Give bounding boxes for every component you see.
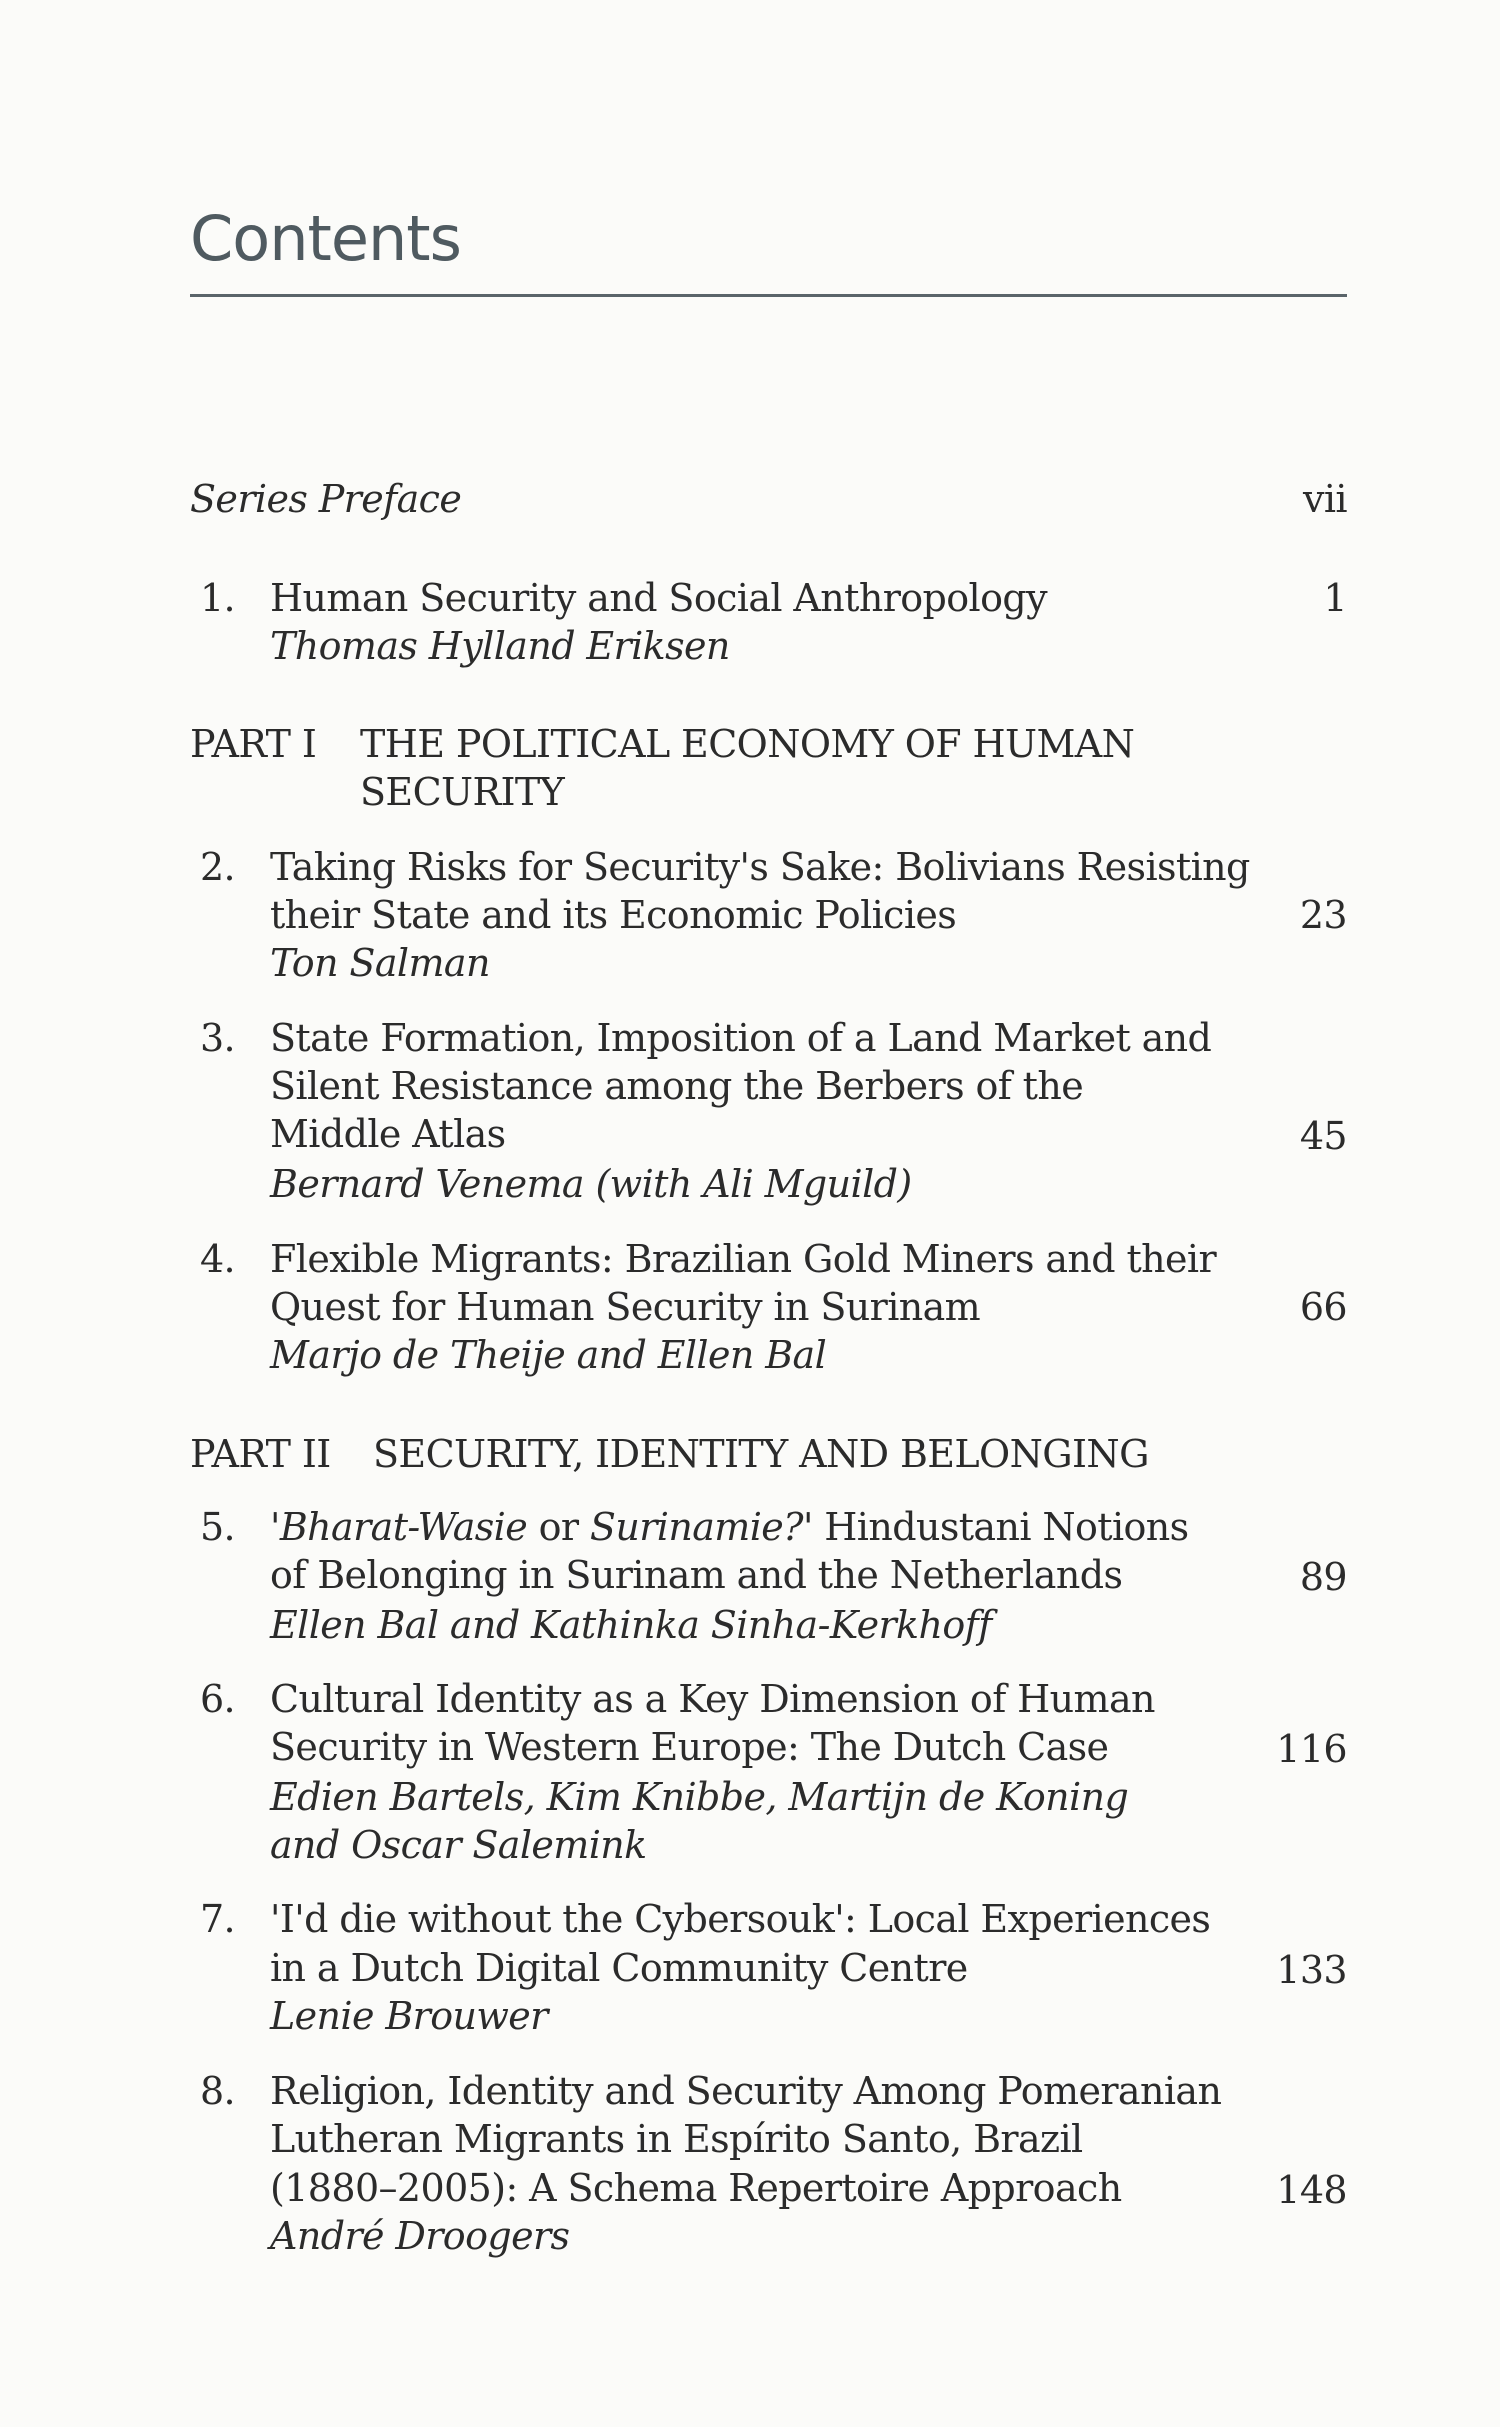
series-preface-label[interactable]: Series Preface xyxy=(190,477,462,521)
chapter-7-page[interactable]: 133 xyxy=(1276,1948,1347,1992)
chapter-4-page[interactable]: 66 xyxy=(1299,1285,1347,1329)
chapter-2-page[interactable]: 23 xyxy=(1299,893,1347,937)
chapter-2-number: 2. xyxy=(199,845,235,889)
chapter-3-title-line1[interactable]: State Formation, Imposition of a Land Market and xyxy=(270,1016,1212,1060)
chapter-1-number: 1. xyxy=(199,576,235,620)
chapter-4-title-line1[interactable]: Flexible Migrants: Brazilian Gold Miners and their xyxy=(270,1237,1217,1281)
chapter-8-title-line1[interactable]: Religion, Identity and Security Among Pomeranian xyxy=(270,2069,1222,2113)
chapter-3-title-line2[interactable]: Silent Resistance among the Berbers of the xyxy=(270,1064,1084,1108)
chapter-6-author-line2: and Oscar Salemink xyxy=(270,1823,647,1867)
chapter-6-title-line2[interactable]: Security in Western Europe: The Dutch Case xyxy=(270,1725,1109,1769)
chapter-5-author: Ellen Bal and Kathinka Sinha-Kerkhoff xyxy=(270,1603,992,1647)
chapter-5-title-line1[interactable] xyxy=(270,1503,1189,1551)
chapter-4-title-line2[interactable]: Quest for Human Security in Surinam xyxy=(270,1285,981,1329)
series-preface-page[interactable]: vii xyxy=(1303,477,1347,521)
part-1-title-line2: SECURITY xyxy=(360,770,565,814)
chapter-7-title-line1[interactable]: 'I'd die without the Cybersouk': Local Experiences xyxy=(270,1897,1211,1941)
chapter-6-page[interactable]: 116 xyxy=(1276,1727,1347,1771)
chapter-5-number: 5. xyxy=(199,1505,235,1549)
chapter-6-title-line1[interactable]: Cultural Identity as a Key Dimension of Human xyxy=(270,1677,1155,1721)
chapter-3-title-line3[interactable]: Middle Atlas xyxy=(270,1112,506,1156)
chapter-2-author: Ton Salman xyxy=(270,941,490,985)
chapter-2-title-line1[interactable]: Taking Risks for Security's Sake: Bolivians Resisting xyxy=(270,845,1250,889)
chapter-7-title-line2[interactable]: in a Dutch Digital Community Centre xyxy=(270,1946,968,1990)
page-title: Contents xyxy=(190,202,461,275)
chapter-5-page[interactable]: 89 xyxy=(1299,1555,1347,1599)
chapter-1-page[interactable]: 1 xyxy=(1323,576,1347,620)
part-2-title: SECURITY, IDENTITY AND BELONGING xyxy=(373,1432,1149,1476)
chapter-5-title-italic-b: Surinamie? xyxy=(589,1505,803,1549)
chapter-6-number: 6. xyxy=(199,1677,235,1721)
chapter-5-title-or: or xyxy=(527,1505,590,1549)
chapter-8-number: 8. xyxy=(199,2069,235,2113)
chapter-8-page[interactable]: 148 xyxy=(1276,2168,1347,2212)
chapter-7-number: 7. xyxy=(199,1897,235,1941)
chapter-3-author: Bernard Venema (with Ali Mguild) xyxy=(270,1162,912,1206)
part-2-label: PART II xyxy=(190,1432,331,1476)
chapter-5-title-rest: ' Hindustani Notions xyxy=(802,1505,1189,1549)
chapter-1-author: Thomas Hylland Eriksen xyxy=(270,624,730,668)
chapter-2-title-line2[interactable]: their State and its Economic Policies xyxy=(270,893,957,937)
chapter-6-author-line1: Edien Bartels, Kim Knibbe, Martijn de Koning xyxy=(270,1775,1129,1819)
chapter-4-author: Marjo de Theije and Ellen Bal xyxy=(270,1333,827,1377)
chapter-1-title[interactable]: Human Security and Social Anthropology xyxy=(270,576,1047,620)
chapter-8-title-line3[interactable]: (1880–2005): A Schema Repertoire Approach xyxy=(270,2166,1122,2210)
part-1-label: PART I xyxy=(190,722,317,766)
chapter-3-number: 3. xyxy=(199,1016,235,1060)
chapter-8-author: André Droogers xyxy=(270,2214,570,2258)
part-1-title-line1: THE POLITICAL ECONOMY OF HUMAN xyxy=(360,722,1135,766)
chapter-8-title-line2[interactable]: Lutheran Migrants in Espírito Santo, Brazil xyxy=(270,2117,1083,2161)
chapter-3-page[interactable]: 45 xyxy=(1299,1114,1347,1158)
chapter-4-number: 4. xyxy=(199,1237,235,1281)
chapter-5-title-italic-a: 'Bharat-Wasie xyxy=(270,1505,528,1549)
chapter-7-author: Lenie Brouwer xyxy=(270,1994,548,2038)
chapter-5-title-line2[interactable]: of Belonging in Surinam and the Netherlands xyxy=(270,1553,1123,1597)
